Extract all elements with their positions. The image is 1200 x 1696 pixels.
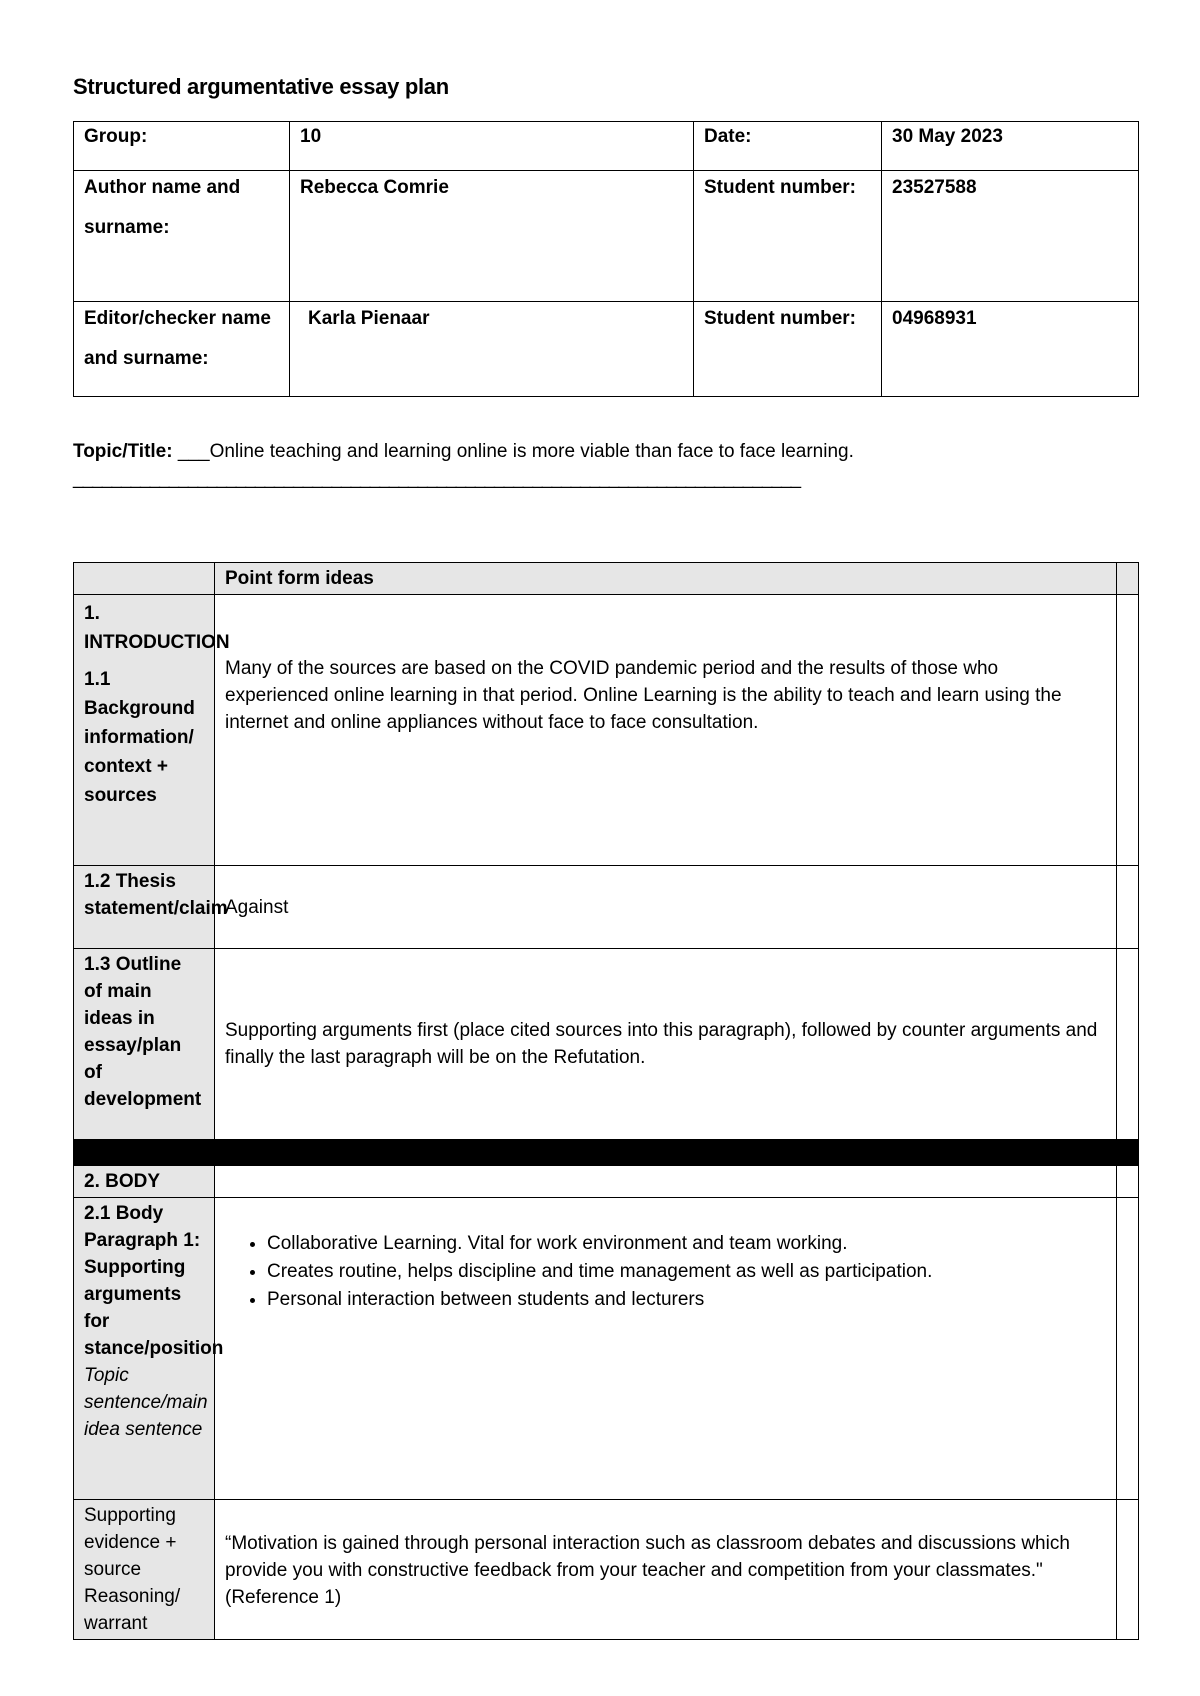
header-end-cell	[1117, 563, 1139, 595]
body-end-cell	[1117, 1166, 1139, 1198]
topic-sentence-label: Topic sentence/main idea sentence	[84, 1365, 208, 1440]
editor-label-line-1: Editor/checker name	[84, 308, 271, 329]
body-paragraph-1-row	[74, 1198, 1139, 1500]
outline-end-cell	[1117, 949, 1139, 1140]
thesis-end-cell	[1117, 866, 1139, 949]
topic-text: Online teaching and learning online is more viable than face to face learning.	[209, 441, 854, 462]
topic-prefix: ___	[172, 441, 210, 462]
group-value: 10	[290, 122, 694, 171]
author-label	[74, 171, 290, 302]
editor-label-line-2: and surname:	[84, 348, 209, 369]
group-label: Group:	[74, 122, 290, 171]
intro-content: Many of the sources are based on the COVID pandemic period and the results of those who experienced online learning in that period. Online Learning is the ability to teach and learn using the internet and online appliances without face to face consultation.	[215, 595, 1117, 866]
body-paragraph-1-end-cell	[1117, 1198, 1139, 1500]
evidence-content: “Motivation is gained through personal interaction such as classroom debates and discussions which provide you with constructive feedback from your teacher and competition from your classmates." (Reference 1)	[215, 1500, 1117, 1640]
info-row-author	[74, 171, 1139, 302]
editor-student-number: 04968931	[882, 302, 1139, 397]
body-paragraph-1-content	[215, 1198, 1117, 1500]
author-label-line-1: Author name and	[84, 177, 241, 198]
topic-label: Topic/Title:	[73, 441, 173, 462]
background-heading: 1.1 Background information/ context + sources	[84, 669, 195, 806]
evidence-label-line-2: Reasoning/ warrant	[84, 1586, 181, 1634]
intro-label	[74, 595, 230, 866]
thesis-content: Against	[215, 866, 1117, 949]
intro-heading: 1. INTRODUCTION	[84, 603, 230, 653]
section-divider-row	[74, 1140, 1139, 1166]
essay-plan-table	[73, 562, 1139, 1640]
author-label-line-2: surname:	[84, 217, 170, 238]
author-student-number: 23527588	[882, 171, 1139, 302]
divider-cell-2	[215, 1140, 1117, 1166]
body-paragraph-1-bullets	[225, 1230, 1106, 1314]
header-empty-cell	[74, 563, 215, 595]
list-item: • Personal interaction between students and lecturers	[267, 1286, 1106, 1314]
body-row	[74, 1166, 1139, 1198]
outline-row	[74, 949, 1139, 1140]
plan-header-row	[74, 563, 1139, 595]
body-paragraph-1-heading: 2.1 Body Paragraph 1: Supporting arguments for stance/position	[84, 1203, 224, 1359]
intro-row	[74, 595, 1139, 866]
evidence-label-line-1: Supporting evidence + source	[84, 1505, 177, 1580]
editor-student-number-label: Student number:	[694, 302, 882, 397]
author-value: Rebecca Comrie	[290, 171, 694, 302]
editor-value: Karla Pienaar	[290, 302, 694, 397]
list-item: • Creates routine, helps discipline and time management as well as participation.	[267, 1258, 1106, 1286]
topic-line	[73, 440, 854, 464]
evidence-row	[74, 1500, 1139, 1640]
date-label: Date:	[694, 122, 882, 171]
info-row-group	[74, 122, 1139, 171]
info-row-editor	[74, 302, 1139, 397]
body-paragraph-1-label	[74, 1198, 224, 1500]
outline-content: Supporting arguments first (place cited sources into this paragraph), followed by counter arguments and finally the last paragraph will be on the Refutation.	[215, 949, 1117, 1140]
divider-cell-3	[1117, 1140, 1139, 1166]
info-table	[73, 121, 1139, 397]
body-empty-cell	[215, 1166, 1117, 1198]
intro-end-cell	[1117, 595, 1139, 866]
thesis-row	[74, 866, 1139, 949]
list-item: • Collaborative Learning. Vital for work environment and team working.	[267, 1230, 1106, 1258]
body-label: 2. BODY	[74, 1166, 215, 1198]
outline-label: 1.3 Outline of main ideas in essay/plan of development	[74, 949, 215, 1140]
topic-underline: ____________________________________________________________________________	[73, 468, 801, 489]
date-value: 30 May 2023	[882, 122, 1139, 171]
divider-cell-1	[74, 1140, 215, 1166]
plan-header: Point form ideas	[215, 563, 1117, 595]
editor-label	[74, 302, 290, 397]
document-title: Structured argumentative essay plan	[73, 74, 449, 99]
evidence-end-cell	[1117, 1500, 1139, 1640]
thesis-label: 1.2 Thesis statement/claim	[74, 866, 215, 949]
evidence-label	[74, 1500, 215, 1640]
author-student-number-label: Student number:	[694, 171, 882, 302]
